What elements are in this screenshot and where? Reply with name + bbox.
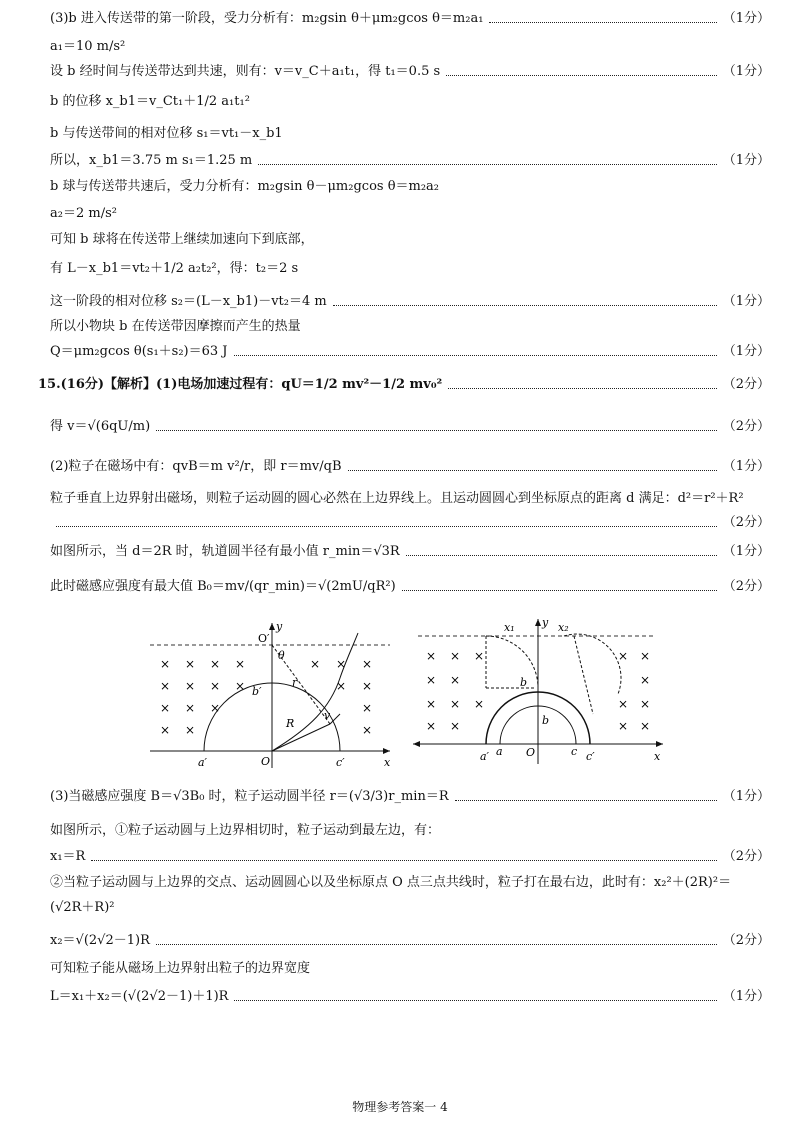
svg-text:×: × (426, 649, 437, 663)
line-xb1: b 的位移 x_b1＝v_Ct₁＋1/2 a₁t₁² (50, 94, 250, 109)
figure-left (140, 618, 400, 778)
svg-text:×: × (618, 649, 629, 663)
label-a-prime-2: a′ (480, 750, 490, 763)
svg-text:×: × (185, 701, 196, 715)
svg-text:×: × (640, 719, 651, 733)
line-boundary-intro: 可知粒子能从磁场上边界射出粒子的边界宽度 (50, 961, 311, 976)
label-y-2: y (542, 616, 549, 629)
score: （2分） (722, 419, 770, 434)
score: （2分） (722, 377, 770, 392)
line-t2: 有 L－x_b1＝vt₂＋1/2 a₂t₂²，得：t₂＝2 s (50, 261, 299, 276)
line-case2-cont: (√2R＋R)² (50, 900, 115, 915)
label-theta: θ (278, 649, 285, 662)
line-b-after-common-speed: b 球与传送带共速后，受力分析有：m₂gsin θ－μm₂gcos θ＝m₂a₂ (50, 179, 440, 194)
label-v: v (324, 709, 331, 722)
svg-text:×: × (160, 723, 171, 737)
score: （1分） (722, 459, 770, 474)
score: （1分） (722, 789, 770, 804)
svg-text:×: × (362, 657, 373, 671)
label-x-2: x (654, 750, 661, 763)
line-magnetic-r: (2)粒子在磁场中有：qvB＝m v²/r，即 r＝mv/qB （1分） (50, 459, 770, 474)
label-o-2: O (526, 746, 536, 759)
svg-text:×: × (362, 701, 373, 715)
label-c: c (571, 745, 578, 758)
field-crosses-left (160, 657, 372, 737)
score: （1分） (722, 11, 770, 26)
line-d-relation-score (50, 514, 770, 532)
score: （1分） (722, 544, 770, 559)
line-s2: 这一阶段的相对位移 s₂＝(L－x_b1)－vt₂＝4 m （1分） (50, 294, 770, 309)
svg-text:×: × (362, 679, 373, 693)
svg-text:×: × (235, 657, 246, 671)
svg-text:×: × (450, 673, 461, 687)
line-a2: a₂＝2 m/s² (50, 206, 117, 221)
svg-text:×: × (450, 649, 461, 663)
svg-text:×: × (336, 679, 347, 693)
svg-text:×: × (185, 679, 196, 693)
line-x2: x₂＝√(2√2－1)R （2分） (50, 933, 770, 948)
score: （2分） (722, 579, 770, 594)
line-d-relation: 粒子垂直上边界射出磁场，则粒子运动圆的圆心必然在上边界线上。且运动圆圆心到坐标原点的距离 d 满足：d²＝r²＋R² (50, 491, 744, 506)
score: （2分） (722, 933, 770, 948)
svg-text:×: × (210, 657, 221, 671)
svg-text:×: × (474, 649, 485, 663)
score: （1分） (722, 294, 770, 309)
label-x1: x₁ (504, 621, 515, 634)
score: （2分） (722, 515, 770, 530)
score: （1分） (722, 153, 770, 168)
label-x2: x₂ (558, 621, 569, 634)
svg-text:×: × (426, 673, 437, 687)
line-t1: 设 b 经时间与传送带达到共速，则有：v＝v_C＋a₁t₁，得 t₁＝0.5 s （1分） (50, 64, 770, 79)
svg-text:×: × (362, 723, 373, 737)
line-b-first-stage: (3)b 进入传送带的第一阶段，受力分析有：m₂gsin θ＋μm₂gcos θ＝m₂a₁ （1分） (50, 11, 770, 26)
svg-text:×: × (210, 701, 221, 715)
svg-text:×: × (426, 697, 437, 711)
q15-header: 15.(16分)【解析】(1)电场加速过程有：qU＝1/2 mv²－1/2 mv₀² （2分） (38, 377, 770, 392)
svg-text:×: × (450, 719, 461, 733)
line-s1: b 与传送带间的相对位移 s₁＝vt₁－x_b1 (50, 126, 283, 141)
line-x1: x₁＝R （2分） (50, 849, 770, 864)
svg-text:×: × (185, 657, 196, 671)
label-b: b (542, 714, 550, 727)
svg-text:×: × (160, 657, 171, 671)
svg-text:×: × (160, 701, 171, 715)
label-o: O (261, 755, 271, 768)
label-R: R (286, 717, 295, 730)
label-y: y (276, 620, 283, 633)
label-c-prime-2: c′ (586, 750, 595, 763)
line-rmin: 如图所示，当 d＝2R 时，轨道圆半径有最小值 r_min＝√3R （1分） (50, 544, 770, 559)
line-case1-intro: 如图所示，①粒子运动圆与上边界相切时，粒子运动到最左边，有： (50, 823, 441, 838)
svg-text:×: × (618, 697, 629, 711)
svg-text:×: × (640, 649, 651, 663)
line-conclusion: 可知 b 球将在传送带上继续加速向下到底部， (50, 232, 314, 247)
line-values-xb1-s1: 所以，x_b1＝3.75 m s₁＝1.25 m （1分） (50, 153, 770, 168)
line-b0: 此时磁感应强度有最大值 B₀＝mv/(qr_min)＝√(2mU/qR²) （2分） (50, 579, 770, 594)
page-footer: 物理参考答案一 4 (352, 1100, 448, 1114)
line-part3-radius: (3)当磁感应强度 B＝√3B₀ 时，粒子运动圆半径 r＝(√3/3)r_min＝R （1分） (50, 789, 770, 804)
svg-text:×: × (235, 679, 246, 693)
label-c-prime: c′ (336, 756, 345, 769)
score: （1分） (722, 64, 770, 79)
label-a-prime: a′ (198, 756, 208, 769)
label-b-prime: b′ (252, 685, 262, 698)
svg-text:×: × (474, 697, 485, 711)
label-x: x (384, 756, 391, 769)
label-r: r (292, 676, 298, 689)
label-b-2: b (520, 676, 528, 689)
svg-text:×: × (618, 719, 629, 733)
svg-text:×: × (640, 673, 651, 687)
svg-text:×: × (210, 679, 221, 693)
line-L: L＝x₁＋x₂＝(√(2√2－1)＋1)R （1分） (50, 989, 770, 1004)
svg-text:×: × (426, 719, 437, 733)
figure-right (408, 614, 668, 774)
line-a1: a₁＝10 m/s² (50, 39, 126, 54)
svg-text:×: × (450, 697, 461, 711)
svg-text:×: × (185, 723, 196, 737)
label-o-prime: O′ (258, 632, 270, 645)
svg-text:×: × (310, 657, 321, 671)
line-v-result: 得 v＝√(6qU/m) （2分） (50, 419, 770, 434)
svg-text:×: × (640, 697, 651, 711)
svg-text:×: × (336, 657, 347, 671)
svg-text:×: × (160, 679, 171, 693)
score: （1分） (722, 989, 770, 1004)
label-a: a (496, 745, 503, 758)
score: （2分） (722, 849, 770, 864)
line-heat-intro: 所以小物块 b 在传送带因摩擦而产生的热量 (50, 319, 301, 334)
score: （1分） (722, 344, 770, 359)
line-case2: ②当粒子运动圆与上边界的交点、运动圆圆心以及坐标原点 O 点三点共线时，粒子打在最右边，此时有：x₂²＋(2R)²＝ (50, 875, 732, 890)
line-heat-q: Q＝μm₂gcos θ(s₁＋s₂)＝63 J （1分） (50, 344, 770, 359)
